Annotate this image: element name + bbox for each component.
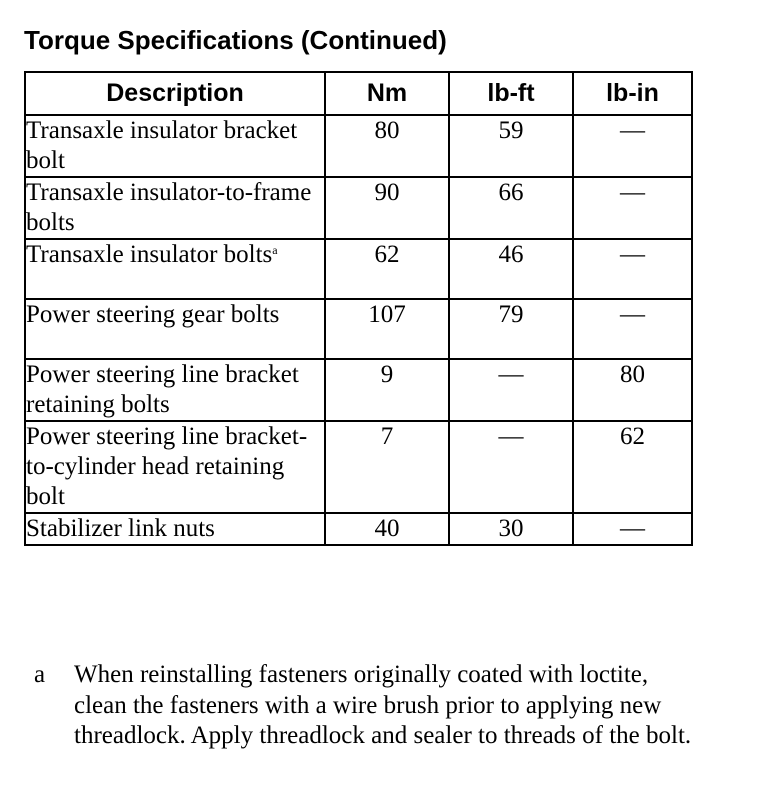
header-lb-in: lb-in <box>573 72 692 115</box>
footnote-label: a <box>34 661 46 688</box>
row-description: Stabilizer link nuts <box>25 513 325 545</box>
footnote <box>34 660 694 752</box>
row-lb-in: — <box>573 299 692 359</box>
row-nm: 40 <box>325 513 449 545</box>
row-lb-in: — <box>573 177 692 239</box>
row-lb-ft: 79 <box>449 299 573 359</box>
row-description-cell <box>25 239 325 299</box>
row-description: Power steering line bracket-to-cylinder head retaining bolt <box>25 421 325 513</box>
table-row <box>25 115 692 177</box>
table-row <box>25 359 692 421</box>
row-lb-in: — <box>573 115 692 177</box>
row-lb-ft: — <box>449 359 573 421</box>
row-description: Power steering line bracket retaining bolts <box>25 359 325 421</box>
row-nm: 80 <box>325 115 449 177</box>
row-lb-ft: 46 <box>449 239 573 299</box>
header-nm: Nm <box>325 72 449 115</box>
row-nm: 107 <box>325 299 449 359</box>
footnote-text: When reinstalling fasteners originally coated with loctite, clean the fasteners with a wire brush prior to applying new threadlock. Apply threadlock and sealer to threads of the bolt. <box>74 661 692 749</box>
row-description: Transaxle insulator-to-frame bolts <box>25 177 325 239</box>
row-nm: 90 <box>325 177 449 239</box>
table-row <box>25 421 692 513</box>
row-description: Transaxle insulator bracket bolt <box>25 115 325 177</box>
table-header-row <box>25 72 692 115</box>
table-row <box>25 299 692 359</box>
page-title: Torque Specifications (Continued) <box>24 25 447 55</box>
row-lb-in: — <box>573 513 692 545</box>
row-description: Transaxle insulator bolts <box>26 241 273 268</box>
row-lb-in: 80 <box>573 359 692 421</box>
row-description: Power steering gear bolts <box>25 299 325 359</box>
row-nm: 62 <box>325 239 449 299</box>
row-nm: 7 <box>325 421 449 513</box>
row-lb-in: 62 <box>573 421 692 513</box>
row-lb-in: — <box>573 239 692 299</box>
header-lb-ft: lb-ft <box>449 72 573 115</box>
row-lb-ft: 59 <box>449 115 573 177</box>
table-row <box>25 513 692 545</box>
header-description: Description <box>25 72 325 115</box>
row-lb-ft: 30 <box>449 513 573 545</box>
row-lb-ft: 66 <box>449 177 573 239</box>
footnote-reference: a <box>272 243 278 257</box>
row-nm: 9 <box>325 359 449 421</box>
row-lb-ft: — <box>449 421 573 513</box>
table-row <box>25 177 692 239</box>
torque-spec-table <box>24 71 693 546</box>
table-row <box>25 239 692 299</box>
